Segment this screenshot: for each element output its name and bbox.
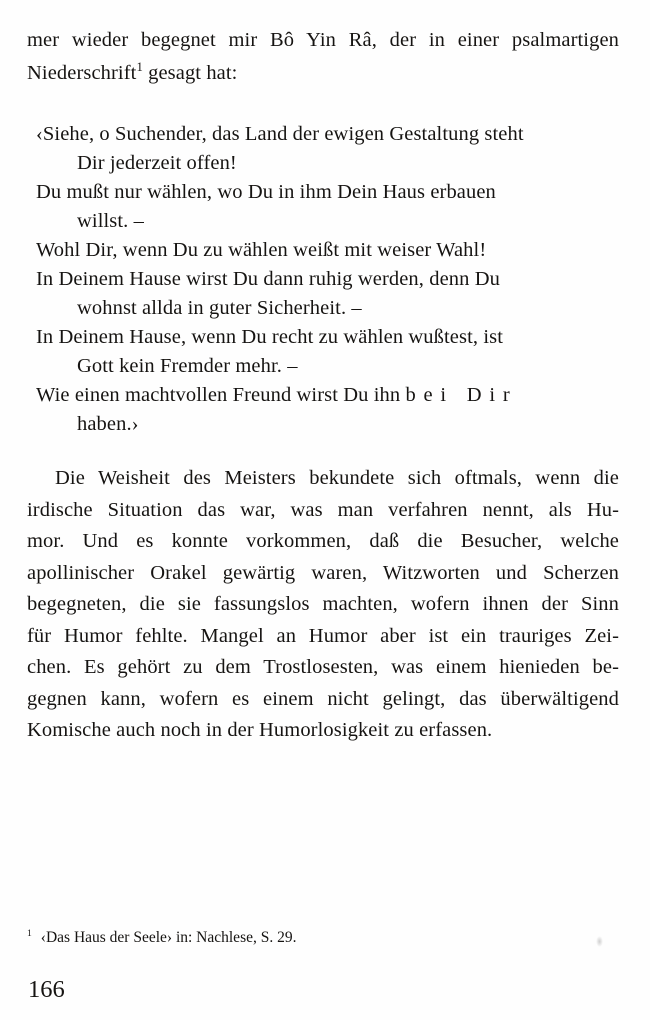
quote-line: Dir jederzeit offen! [77,152,237,174]
text-line: irdische Situation das war, was man verfahren nennt, als Hu- [27,498,619,521]
text-segment: Wie einen machtvollen Freund wirst Du ihn [36,384,406,406]
quote-line [27,381,619,410]
quote-line: Wohl Dir, wenn Du zu wählen weißt mit weiser Wahl! [36,239,487,261]
quotation-block [27,120,619,439]
footnote [27,928,296,948]
text-line: mer wieder begegnet mir Bô Yin Râ, der in einer psalmartigen [27,29,619,51]
text-line: chen. Es gehört zu dem Trostlosesten, was einem hienieden be- [27,656,619,678]
text-segment: gesagt hat: [142,62,238,84]
quote-line: wohnst allda in guter Sicherheit. – [77,297,362,319]
footnote-marker: 1 [27,927,32,939]
quote-line: willst. – [77,210,144,232]
scan-artifact [596,936,603,947]
text-line: begegneten, die sie fassungslos machten, wofern ihnen der Sinn [27,593,619,615]
text-line: mor. Und es konnte vorkommen, daß die Besucher, welche [27,530,619,552]
quote-line: ‹Siehe, o Suchender, das Land der ewigen Gestaltung steht [36,123,524,145]
page-number: 166 [28,976,65,1003]
text-line: Komische auch noch in der Humorlosigkeit zu erfassen. [27,719,493,741]
text-line: gegnen kann, wofern es einem nicht gelingt, das überwältigend [27,687,619,710]
quote-line: Gott kein Fremder mehr. – [77,355,298,377]
intro-paragraph [27,24,619,90]
footnote-reference: 1 [136,60,143,75]
text-line [27,57,619,90]
body-paragraph [27,463,619,747]
quote-line: haben.› [77,413,139,435]
text-line: apollinischer Orakel gewärtig waren, Witzworten und Scherzen [27,561,619,584]
text-segment: Niederschrift [27,62,137,84]
text-line: für Humor fehlte. Mangel an Humor aber ist ein trauriges Zei- [27,624,619,647]
footnote-text: ‹Das Haus der Seele› in: Nachlese, S. 29. [40,929,297,946]
quote-line: Du mußt nur wählen, wo Du in ihm Dein Haus erbauen [36,181,496,203]
emphasized-text: bei Dir [405,384,518,406]
text-line: Die Weisheit des Meisters bekundete sich oftmals, wenn die [55,467,619,489]
quote-line: In Deinem Hause wirst Du dann ruhig werden, denn Du [36,268,500,290]
quote-line: In Deinem Hause, wenn Du recht zu wählen wußtest, ist [36,326,503,348]
